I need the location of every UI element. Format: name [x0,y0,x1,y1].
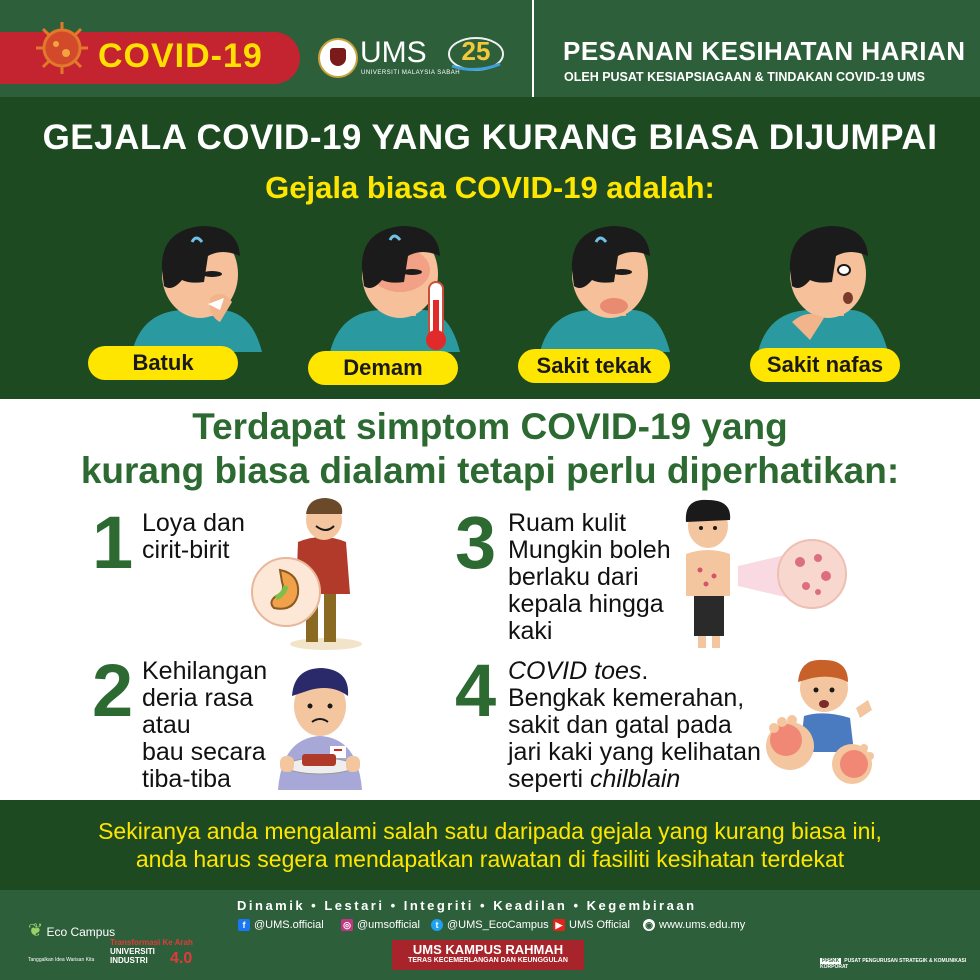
symptom-4-line: sakit dan gatal pada [508,711,732,739]
symptom-pill-demam: Demam [308,351,458,385]
core-values-text: Dinamik • Lestari • Integriti • Keadilan • Kegembiraan [237,898,697,913]
symptom-3-line: kepala hingga [508,590,664,618]
symptom-4-lead [508,658,761,685]
symptom-3-line: berlaku dari [508,563,639,591]
header-bar [0,0,980,97]
uncommon-heading-line1: Terdapat simptom COVID-19 yang [192,406,788,447]
notice-text [0,817,980,873]
chilblain-term: chilblain [589,765,681,793]
symptom-2-line: atau [142,711,191,739]
symptom-number-1: 1 [92,501,134,584]
notice-line1: Sekiranya anda mengalami salah satu daripada gejala yang kurang biasa ini, [98,818,882,844]
instagram-icon: ◎ [341,919,353,931]
industri-4-logo [110,937,196,965]
ums-crest-logo [318,38,358,78]
nausea-stomach-icon [246,494,376,654]
twitter-icon: t [431,919,443,931]
symptom-1-line: cirit-birit [142,536,230,564]
social-twitter-label: @UMS_EcoCampus [447,919,549,931]
covid-badge-label: COVID-19 [98,37,263,75]
ppskk-logo [820,958,980,970]
youtube-icon: ▶ [553,919,565,931]
symptom-4-punct: . [641,657,649,685]
symptom-description-2 [142,658,267,793]
anniversary-25-logo [446,28,506,76]
covid-toes-icon [764,652,884,788]
kampus-rahmah-title: UMS KAMPUS RAHMAH [412,942,564,957]
symptom-number-2: 2 [92,649,134,732]
symptom-4-line: Bengkak kemerahan, [508,684,745,712]
header-subtitle: OLEH PUSAT KESIAPSIAGAAN & TINDAKAN COVID-19 UMS [564,70,925,84]
social-website-label: www.ums.edu.my [659,919,746,931]
ums-logo-text: UMS [360,36,427,69]
symptom-2-line: Kehilangan [142,657,268,685]
symptom-description-3 [508,510,671,645]
symptom-4-line: jari kaki yang kelihatan [508,738,761,766]
social-facebook-label: @UMS.official [254,919,324,931]
notice-line2: anda harus segera mendapatkan rawatan di fasiliti kesihatan terdekat [135,846,845,872]
symptom-4-last-line [508,766,761,793]
version-text: 4.0 [170,950,193,965]
symptom-pill-sakit-tekak: Sakit tekak [518,349,670,383]
symptom-1-line: Loya dan [142,509,245,537]
fever-person-icon [320,212,500,352]
web-icon: ◉ [643,919,655,931]
eco-campus-logo [28,920,116,940]
social-website[interactable] [643,919,745,931]
header-title: PESANAN KESIHATAN HARIAN [563,36,966,66]
social-youtube-label: UMS Official [569,919,630,931]
uncommon-heading-line2: kurang biasa dialami tetapi perlu diperhatikan: [80,450,900,491]
breathing-difficulty-person-icon [748,212,928,352]
skin-rash-icon [668,496,848,650]
kampus-rahmah-banner [392,940,584,970]
facebook-icon: f [238,919,250,931]
ums-logo-subtitle: UNIVERSITI MALAYSIA SABAH [361,70,461,76]
social-facebook[interactable] [238,919,324,931]
universiti-text: UNIVERSITI [110,947,155,956]
anniversary-number: 25 [461,36,491,66]
loss-of-taste-icon [270,660,370,790]
symptom-number-3: 3 [455,501,497,584]
transformasi-text: Transformasi Ke Arah [110,938,193,947]
symptom-3-line: Ruam kulit [508,509,627,537]
symptom-pill-batuk: Batuk [88,346,238,380]
common-symptoms-heading: Gejala biasa COVID-19 adalah: [265,170,715,205]
sore-throat-person-icon [530,212,710,352]
ppskk-code: PPSKK [822,958,840,964]
main-heading: GEJALA COVID-19 YANG KURANG BIASA DIJUMPAI [42,118,938,157]
symptom-description-4 [508,658,761,793]
coughing-person-icon [112,212,292,352]
symptom-3-line: Mungkin boleh [508,536,671,564]
symptom-pill-sakit-nafas: Sakit nafas [750,348,900,382]
social-instagram[interactable] [341,919,420,931]
covid-toes-term: COVID toes [508,657,642,685]
social-twitter[interactable] [431,919,549,931]
kampus-rahmah-subtitle: TERAS KECEMERLANGAN DAN KEUNGGULAN [408,957,568,964]
symptom-description-1 [142,510,245,564]
social-instagram-label: @umsofficial [357,919,420,931]
ppskk-text: PUSAT PENGURUSAN STRATEGIK & KOMUNIKASI KORPORAT [820,958,967,970]
symptom-2-line: bau secara [142,738,266,766]
symptom-number-4: 4 [455,649,497,732]
eco-campus-label: Eco Campus [46,925,116,939]
symptom-2-line: deria rasa [142,684,254,712]
symptom-4-plain: seperti [508,765,590,793]
uncommon-symptoms-heading [0,405,980,493]
leaf-icon: ❦ [28,920,44,940]
industri-text: INDUSTRI [110,956,148,965]
symptom-2-line: tiba-tiba [142,765,231,793]
virus-icon [30,16,94,80]
social-youtube[interactable] [553,919,630,931]
header-divider [532,0,534,97]
eco-campus-tagline: Tanggalkan Idea Warisan Kita [28,957,95,963]
symptom-3-line: kaki [508,617,553,645]
